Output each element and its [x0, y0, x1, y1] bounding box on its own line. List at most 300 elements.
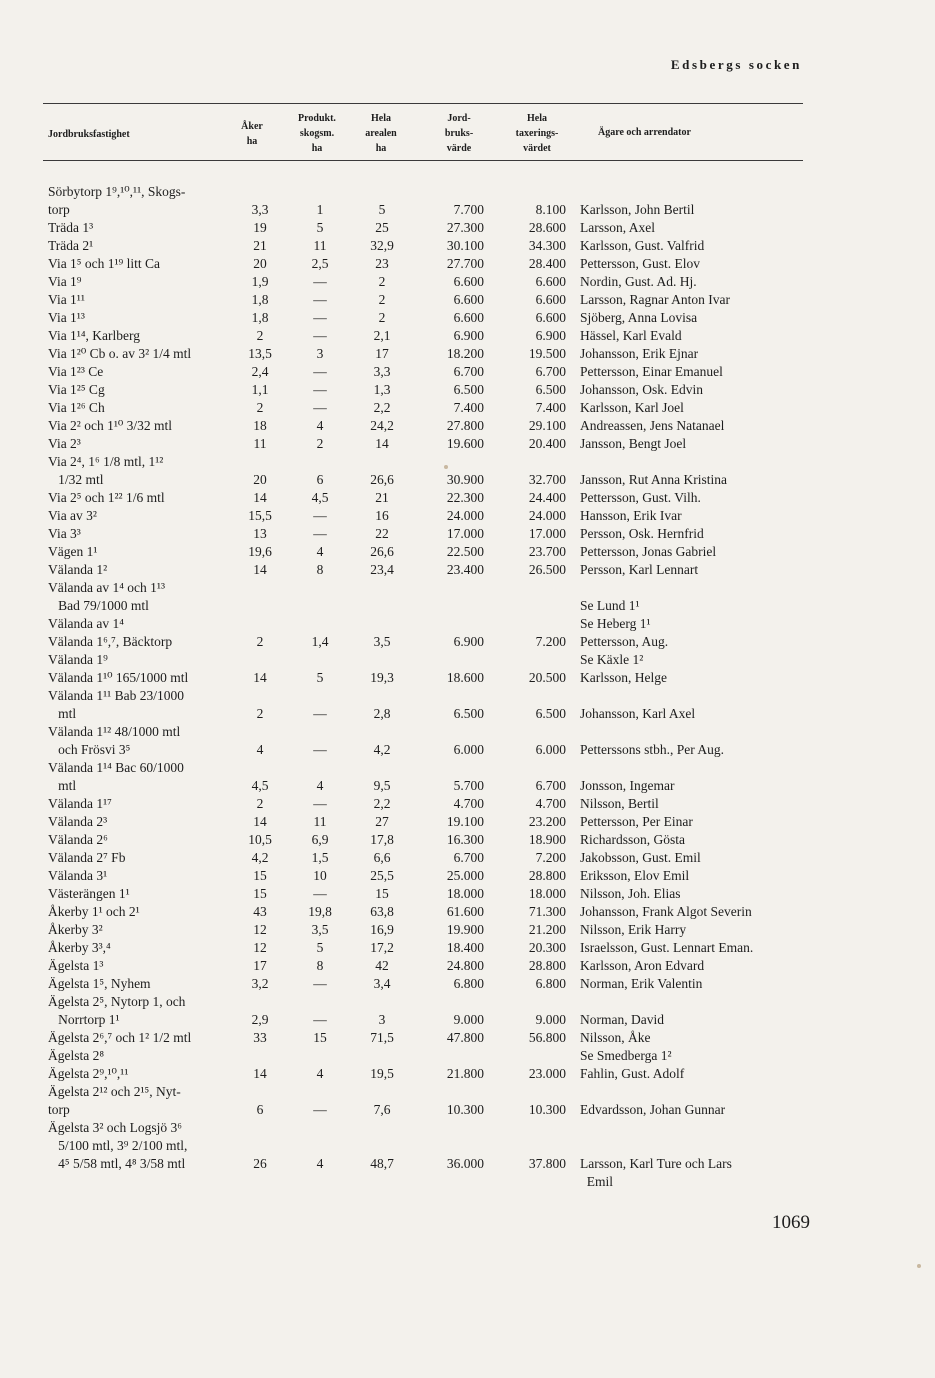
row-36-col-6: Israelsson, Gust. Lennart Eman. [580, 940, 754, 955]
row-7-col-3: 2,1 [373, 328, 391, 343]
row-8-col-3: 17 [375, 346, 389, 361]
row-0-col-6: Karlsson, John Bertil [580, 202, 695, 217]
row-38-col-3: 3,4 [373, 976, 391, 991]
row-19-col-5: 26.500 [528, 562, 566, 577]
row-36-col-2: 5 [316, 940, 324, 955]
row-43-col-6: Edvardsson, Johan Gunnar [580, 1102, 726, 1117]
row-18-col-0: Vägen 1¹ [48, 544, 98, 559]
row-43-col-0: Ägelsta 2¹² och 2¹⁵, Nyt- torp [48, 1084, 181, 1117]
row-14-col-4: 30.900 [446, 472, 484, 487]
row-1-col-1: 19 [253, 220, 267, 235]
col-header-arable: Åker ha [241, 121, 263, 147]
row-29-col-5: 23.200 [528, 814, 566, 829]
row-34-col-3: 63,8 [370, 904, 394, 919]
row-11-col-4: 7.400 [453, 400, 484, 415]
row-40-col-2: 15 [313, 1030, 327, 1045]
row-10-col-4: 6.500 [453, 382, 484, 397]
row-16-col-0: Via av 3² [48, 508, 97, 523]
row-37-col-5: 28.800 [528, 958, 566, 973]
row-6-col-2: — [313, 310, 327, 325]
row-1-col-2: 5 [316, 220, 324, 235]
row-24-col-0: Välanda 1¹⁰ 165/1000 mtl [48, 670, 189, 685]
row-15-col-5: 24.400 [528, 490, 566, 505]
row-19-col-4: 23.400 [446, 562, 484, 577]
row-44-col-0: Ägelsta 3² och Logsjö 3⁶ 5/100 mtl, 3⁹ 2/100 mtl, 4⁵ 5/58 mtl, 4⁸ 3/58 mtl [48, 1120, 188, 1171]
row-14-col-5: 32.700 [528, 472, 566, 487]
row-23-col-0: Välanda 1⁹ [48, 652, 108, 667]
row-36-col-4: 18.400 [446, 940, 484, 955]
row-31-col-3: 6,6 [373, 850, 391, 865]
row-1-col-4: 27.300 [446, 220, 484, 235]
row-3-col-2: 2,5 [311, 256, 329, 271]
row-17-col-4: 17.000 [446, 526, 484, 541]
row-16-col-4: 24.000 [446, 508, 484, 523]
row-38-col-6: Norman, Erik Valentin [580, 976, 703, 991]
row-12-col-2: 4 [316, 418, 324, 433]
row-6-col-1: 1,8 [251, 310, 269, 325]
row-17-col-3: 22 [375, 526, 389, 541]
row-17-col-2: — [313, 526, 327, 541]
row-2-col-1: 21 [253, 238, 267, 253]
row-3-col-6: Pettersson, Gust. Elov [580, 256, 700, 271]
col-header-owner: Ägare och arrendator [598, 127, 691, 138]
row-41-col-0: Ägelsta 2⁸ [48, 1048, 105, 1063]
row-8-col-0: Via 1²⁰ Cb o. av 3² 1/4 mtl [48, 346, 192, 361]
row-7-col-6: Hässel, Karl Evald [580, 328, 682, 343]
row-31-col-1: 4,2 [251, 850, 269, 865]
row-31-col-6: Jakobsson, Gust. Emil [580, 850, 701, 865]
row-40-col-0: Ägelsta 2⁶,⁷ och 1² 1/2 mtl [48, 1030, 192, 1045]
row-32-col-0: Välanda 3¹ [48, 868, 108, 883]
row-32-col-4: 25.000 [446, 868, 484, 883]
row-13-col-5: 20.400 [528, 436, 566, 451]
row-31-col-4: 6.700 [453, 850, 484, 865]
row-2-col-6: Karlsson, Gust. Valfrid [580, 238, 705, 253]
row-8-col-6: Johansson, Erik Ejnar [580, 346, 699, 361]
row-8-col-2: 3 [316, 346, 324, 361]
row-0-col-2: 1 [316, 202, 324, 217]
row-22-col-2: 1,4 [311, 634, 329, 649]
row-37-col-4: 24.800 [446, 958, 484, 973]
row-22-col-0: Välanda 1⁶,⁷, Bäcktorp [48, 634, 173, 649]
row-29-col-4: 19.100 [446, 814, 484, 829]
row-15-col-2: 4,5 [311, 490, 329, 505]
row-4-col-1: 1,9 [251, 274, 269, 289]
row-5-col-1: 1,8 [251, 292, 269, 307]
row-38-col-5: 6.800 [535, 976, 566, 991]
row-24-col-1: 14 [253, 670, 267, 685]
row-30-col-0: Välanda 2⁶ [48, 832, 108, 847]
row-6-col-3: 2 [378, 310, 386, 325]
col-header-tax-value: Hela taxerings- värdet [515, 113, 559, 154]
row-32-col-2: 10 [313, 868, 327, 883]
row-3-col-1: 20 [253, 256, 267, 271]
row-26-col-6: Petterssons stbh., Per Aug. [580, 742, 725, 757]
row-33-col-5: 18.000 [528, 886, 566, 901]
row-37-col-2: 8 [316, 958, 324, 973]
row-34-col-6: Johansson, Frank Algot Severin [580, 904, 752, 919]
row-9-col-6: Pettersson, Einar Emanuel [580, 364, 723, 379]
row-36-col-1: 12 [253, 940, 267, 955]
row-20-col-6: Se Lund 1¹ [580, 598, 640, 613]
row-39-col-0: Ägelsta 2⁵, Nytorp 1, och Norrtorp 1¹ [48, 994, 186, 1027]
row-30-col-2: 6,9 [311, 832, 329, 847]
row-7-col-1: 2 [256, 328, 264, 343]
row-17-col-6: Persson, Osk. Hernfrid [580, 526, 704, 541]
col-header-total-area: Hela arealen ha [365, 113, 397, 154]
row-9-col-1: 2,4 [251, 364, 269, 379]
row-40-col-1: 33 [253, 1030, 267, 1045]
paper-speck [917, 1264, 921, 1268]
row-41-col-6: Se Smedberga 1² [580, 1048, 672, 1063]
row-11-col-5: 7.400 [535, 400, 566, 415]
row-25-col-4: 6.500 [453, 706, 484, 721]
row-27-col-3: 9,5 [373, 778, 391, 793]
row-13-col-3: 14 [375, 436, 389, 451]
row-16-col-2: — [313, 508, 327, 523]
row-28-col-1: 2 [256, 796, 264, 811]
row-24-col-3: 19,3 [370, 670, 394, 685]
row-8-col-4: 18.200 [446, 346, 484, 361]
row-6-col-4: 6.600 [453, 310, 484, 325]
row-33-col-1: 15 [253, 886, 267, 901]
row-11-col-0: Via 1²⁶ Ch [48, 400, 105, 415]
row-12-col-5: 29.100 [528, 418, 566, 433]
row-27-col-4: 5.700 [453, 778, 484, 793]
row-21-col-0: Välanda av 1⁴ [48, 616, 124, 631]
row-25-col-6: Johansson, Karl Axel [580, 706, 696, 721]
row-10-col-0: Via 1²⁵ Cg [48, 382, 105, 397]
row-27-col-1: 4,5 [251, 778, 269, 793]
row-23-col-6: Se Käxle 1² [580, 652, 644, 667]
row-10-col-3: 1,3 [373, 382, 391, 397]
row-10-col-2: — [313, 382, 327, 397]
row-4-col-6: Nordin, Gust. Ad. Hj. [580, 274, 697, 289]
row-18-col-1: 19,6 [248, 544, 272, 559]
row-43-col-2: — [313, 1102, 327, 1117]
row-42-col-0: Ägelsta 2⁹,¹⁰,¹¹ [48, 1066, 129, 1081]
row-15-col-0: Via 2⁵ och 1²² 1/6 mtl [48, 490, 165, 505]
row-24-col-2: 5 [316, 670, 324, 685]
row-7-col-5: 6.900 [535, 328, 566, 343]
row-42-col-2: 4 [316, 1066, 324, 1081]
row-2-col-4: 30.100 [446, 238, 484, 253]
row-16-col-3: 16 [375, 508, 389, 523]
row-34-col-5: 71.300 [528, 904, 566, 919]
row-13-col-0: Via 2³ [48, 436, 81, 451]
row-37-col-0: Ägelsta 1³ [48, 958, 104, 973]
row-27-col-5: 6.700 [535, 778, 566, 793]
row-39-col-2: — [313, 1012, 327, 1027]
row-43-col-3: 7,6 [373, 1102, 391, 1117]
row-31-col-0: Välanda 2⁷ Fb [48, 850, 126, 865]
row-31-col-5: 7.200 [535, 850, 566, 865]
row-15-col-4: 22.300 [446, 490, 484, 505]
header-rule-top [43, 103, 803, 104]
row-24-col-4: 18.600 [446, 670, 484, 685]
row-10-col-1: 1,1 [251, 382, 269, 397]
row-12-col-4: 27.800 [446, 418, 484, 433]
row-33-col-6: Nilsson, Joh. Elias [580, 886, 681, 901]
row-40-col-6: Nilsson, Åke [580, 1030, 651, 1045]
row-21-col-6: Se Heberg 1¹ [580, 616, 651, 631]
col-header-property: Jordbruksfastighet [48, 129, 130, 140]
row-15-col-1: 14 [253, 490, 267, 505]
row-30-col-4: 16.300 [446, 832, 484, 847]
row-22-col-4: 6.900 [453, 634, 484, 649]
row-9-col-2: — [313, 364, 327, 379]
row-29-col-0: Välanda 2³ [48, 814, 108, 829]
row-44-col-3: 48,7 [370, 1156, 394, 1171]
row-40-col-4: 47.800 [446, 1030, 484, 1045]
row-29-col-6: Pettersson, Per Einar [580, 814, 693, 829]
row-34-col-4: 61.600 [446, 904, 484, 919]
row-1-col-3: 25 [375, 220, 389, 235]
row-6-col-6: Sjöberg, Anna Lovisa [580, 310, 698, 325]
row-43-col-4: 10.300 [446, 1102, 484, 1117]
row-16-col-6: Hansson, Erik Ivar [580, 508, 682, 523]
row-44-col-6: Larsson, Karl Ture och Lars Emil [580, 1156, 732, 1189]
row-25-col-5: 6.500 [535, 706, 566, 721]
row-38-col-1: 3,2 [251, 976, 269, 991]
row-4-col-0: Via 1⁹ [48, 274, 82, 289]
row-22-col-3: 3,5 [373, 634, 391, 649]
row-5-col-3: 2 [378, 292, 386, 307]
row-9-col-3: 3,3 [373, 364, 391, 379]
row-39-col-6: Norman, David [580, 1012, 664, 1027]
row-14-col-2: 6 [316, 472, 324, 487]
row-8-col-5: 19.500 [528, 346, 566, 361]
row-39-col-5: 9.000 [535, 1012, 566, 1027]
row-0-col-1: 3,3 [251, 202, 269, 217]
row-35-col-1: 12 [253, 922, 267, 937]
row-26-col-2: — [313, 742, 327, 757]
row-3-col-3: 23 [375, 256, 389, 271]
row-28-col-5: 4.700 [535, 796, 566, 811]
row-27-col-0: Välanda 1¹⁴ Bac 60/1000 mtl [48, 760, 184, 793]
row-7-col-0: Via 1¹⁴, Karlberg [48, 328, 141, 343]
row-33-col-4: 18.000 [446, 886, 484, 901]
row-17-col-0: Via 3³ [48, 526, 81, 541]
row-39-col-1: 2,9 [251, 1012, 269, 1027]
row-37-col-1: 17 [253, 958, 267, 973]
row-25-col-2: — [313, 706, 327, 721]
row-29-col-3: 27 [375, 814, 389, 829]
row-1-col-0: Träda 1³ [48, 220, 94, 235]
row-19-col-0: Välanda 1² [48, 562, 108, 577]
row-19-col-6: Persson, Karl Lennart [580, 562, 699, 577]
row-27-col-2: 4 [316, 778, 324, 793]
row-11-col-3: 2,2 [373, 400, 391, 415]
row-0-col-0: Sörbytorp 1⁹,¹⁰,¹¹, Skogs- torp [48, 184, 186, 217]
row-14-col-0: Via 2⁴, 1⁶ 1/8 mtl, 1¹² 1/32 mtl [48, 454, 164, 487]
row-44-col-1: 26 [253, 1156, 267, 1171]
row-16-col-1: 15,5 [248, 508, 272, 523]
row-19-col-1: 14 [253, 562, 267, 577]
row-36-col-5: 20.300 [528, 940, 566, 955]
row-22-col-5: 7.200 [535, 634, 566, 649]
row-11-col-6: Karlsson, Karl Joel [580, 400, 684, 415]
row-15-col-3: 21 [375, 490, 389, 505]
row-13-col-6: Jansson, Bengt Joel [580, 436, 687, 451]
row-7-col-2: — [313, 328, 327, 343]
row-13-col-4: 19.600 [446, 436, 484, 451]
row-6-col-5: 6.600 [535, 310, 566, 325]
row-37-col-3: 42 [375, 958, 389, 973]
row-28-col-2: — [313, 796, 327, 811]
row-3-col-5: 28.400 [528, 256, 566, 271]
row-1-col-6: Larsson, Axel [580, 220, 655, 235]
row-9-col-4: 6.700 [453, 364, 484, 379]
row-33-col-0: Västerängen 1¹ [48, 886, 130, 901]
row-25-col-0: Välanda 1¹¹ Bab 23/1000 mtl [48, 688, 184, 721]
row-24-col-5: 20.500 [528, 670, 566, 685]
row-26-col-5: 6.000 [535, 742, 566, 757]
row-17-col-5: 17.000 [528, 526, 566, 541]
row-44-col-4: 36.000 [446, 1156, 484, 1171]
row-5-col-5: 6.600 [535, 292, 566, 307]
row-30-col-6: Richardsson, Gösta [580, 832, 685, 847]
row-19-col-2: 8 [316, 562, 324, 577]
row-8-col-1: 13,5 [248, 346, 272, 361]
row-42-col-1: 14 [253, 1066, 267, 1081]
row-26-col-4: 6.000 [453, 742, 484, 757]
row-0-col-5: 8.100 [535, 202, 566, 217]
row-34-col-0: Åkerby 1¹ och 2¹ [48, 904, 140, 919]
row-18-col-5: 23.700 [528, 544, 566, 559]
row-14-col-3: 26,6 [370, 472, 394, 487]
row-18-col-2: 4 [316, 544, 324, 559]
row-2-col-5: 34.300 [528, 238, 566, 253]
row-29-col-1: 14 [253, 814, 267, 829]
row-5-col-2: — [313, 292, 327, 307]
row-28-col-6: Nilsson, Bertil [580, 796, 659, 811]
row-18-col-6: Pettersson, Jonas Gabriel [580, 544, 717, 559]
row-26-col-0: Välanda 1¹² 48/1000 mtl och Frösvi 3⁵ [48, 724, 181, 757]
row-32-col-3: 25,5 [370, 868, 394, 883]
row-28-col-4: 4.700 [453, 796, 484, 811]
row-11-col-2: — [313, 400, 327, 415]
row-42-col-3: 19,5 [370, 1066, 394, 1081]
row-42-col-6: Fahlin, Gust. Adolf [580, 1066, 685, 1081]
row-38-col-0: Ägelsta 1⁵, Nyhem [48, 976, 151, 991]
row-13-col-2: 2 [316, 436, 324, 451]
row-12-col-0: Via 2² och 1¹⁰ 3/32 mtl [48, 418, 173, 433]
row-33-col-2: — [313, 886, 327, 901]
row-26-col-3: 4,2 [373, 742, 391, 757]
row-37-col-6: Karlsson, Aron Edvard [580, 958, 705, 973]
row-44-col-5: 37.800 [528, 1156, 566, 1171]
page-number: 1069 [772, 1212, 810, 1233]
row-2-col-3: 32,9 [370, 238, 394, 253]
row-10-col-5: 6.500 [535, 382, 566, 397]
row-2-col-2: 11 [313, 238, 327, 253]
row-22-col-1: 2 [256, 634, 264, 649]
row-34-col-1: 43 [253, 904, 267, 919]
row-14-col-6: Jansson, Rut Anna Kristina [580, 472, 727, 487]
row-40-col-5: 56.800 [528, 1030, 566, 1045]
row-5-col-4: 6.600 [453, 292, 484, 307]
row-11-col-1: 2 [256, 400, 264, 415]
row-33-col-3: 15 [375, 886, 389, 901]
row-29-col-2: 11 [313, 814, 327, 829]
row-18-col-4: 22.500 [446, 544, 484, 559]
row-5-col-6: Larsson, Ragnar Anton Ivar [580, 292, 730, 307]
row-32-col-1: 15 [253, 868, 267, 883]
row-44-col-2: 4 [316, 1156, 324, 1171]
row-35-col-0: Åkerby 3² [48, 922, 103, 937]
row-39-col-3: 3 [378, 1012, 386, 1027]
row-3-col-0: Via 1⁵ och 1¹⁹ litt Ca [48, 256, 161, 271]
row-32-col-6: Eriksson, Elov Emil [580, 868, 690, 883]
row-4-col-2: — [313, 274, 327, 289]
header-rule-bottom [43, 160, 803, 161]
row-42-col-4: 21.800 [446, 1066, 484, 1081]
row-34-col-2: 19,8 [308, 904, 332, 919]
row-18-col-3: 26,6 [370, 544, 394, 559]
row-36-col-0: Åkerby 3³,⁴ [48, 940, 111, 955]
row-5-col-0: Via 1¹¹ [48, 292, 85, 307]
row-39-col-4: 9.000 [453, 1012, 484, 1027]
row-14-col-1: 20 [253, 472, 267, 487]
row-20-col-0: Välanda av 1⁴ och 1¹³ Bad 79/1000 mtl [48, 580, 166, 613]
row-15-col-6: Pettersson, Gust. Vilh. [580, 490, 701, 505]
row-3-col-4: 27.700 [446, 256, 484, 271]
row-36-col-3: 17,2 [370, 940, 394, 955]
row-7-col-4: 6.900 [453, 328, 484, 343]
paper-speck [444, 465, 448, 469]
row-42-col-5: 23.000 [528, 1066, 566, 1081]
row-12-col-1: 18 [253, 418, 267, 433]
row-35-col-6: Nilsson, Erik Harry [580, 922, 687, 937]
row-2-col-0: Träda 2¹ [48, 238, 94, 253]
row-30-col-3: 17,8 [370, 832, 394, 847]
row-1-col-5: 28.600 [528, 220, 566, 235]
row-28-col-0: Välanda 1¹⁷ [48, 796, 112, 811]
row-35-col-2: 3,5 [311, 922, 329, 937]
row-25-col-1: 2 [256, 706, 264, 721]
row-0-col-4: 7.700 [453, 202, 484, 217]
row-13-col-1: 11 [253, 436, 267, 451]
row-40-col-3: 71,5 [370, 1030, 394, 1045]
row-9-col-0: Via 1²³ Ce [48, 364, 104, 379]
col-header-forest: Produkt. skogsm. ha [298, 113, 336, 154]
row-0-col-3: 5 [378, 202, 386, 217]
row-38-col-2: — [313, 976, 327, 991]
row-30-col-5: 18.900 [528, 832, 566, 847]
row-35-col-5: 21.200 [528, 922, 566, 937]
row-38-col-4: 6.800 [453, 976, 484, 991]
row-12-col-3: 24,2 [370, 418, 394, 433]
row-4-col-3: 2 [378, 274, 386, 289]
row-12-col-6: Andreassen, Jens Natanael [580, 418, 725, 433]
row-9-col-5: 6.700 [535, 364, 566, 379]
row-24-col-6: Karlsson, Helge [580, 670, 667, 685]
row-16-col-5: 24.000 [528, 508, 566, 523]
row-26-col-1: 4 [256, 742, 264, 757]
row-19-col-3: 23,4 [370, 562, 394, 577]
row-30-col-1: 10,5 [248, 832, 272, 847]
row-6-col-0: Via 1¹³ [48, 310, 85, 325]
row-35-col-3: 16,9 [370, 922, 394, 937]
row-10-col-6: Johansson, Osk. Edvin [580, 382, 704, 397]
running-head: Edsbergs socken [670, 57, 802, 72]
row-4-col-4: 6.600 [453, 274, 484, 289]
row-28-col-3: 2,2 [373, 796, 391, 811]
row-35-col-4: 19.900 [446, 922, 484, 937]
row-17-col-1: 13 [253, 526, 267, 541]
row-4-col-5: 6.600 [535, 274, 566, 289]
